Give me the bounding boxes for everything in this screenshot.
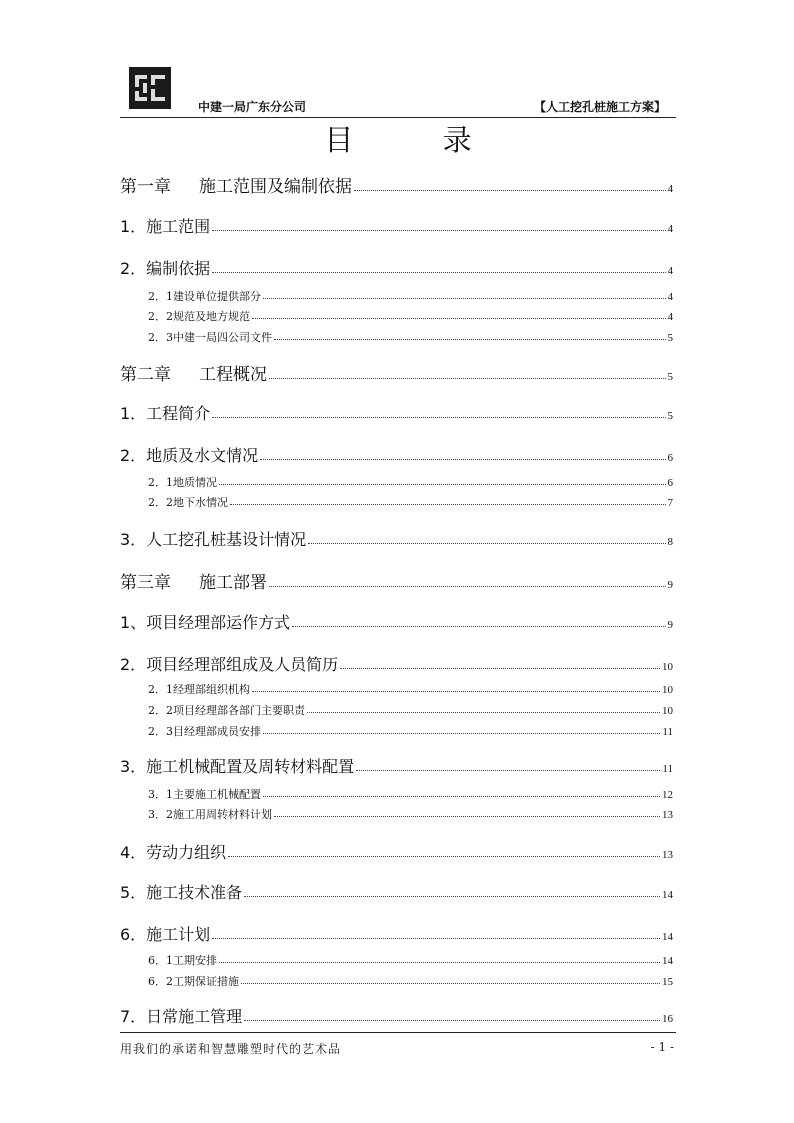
- toc-entry-label: [148, 474, 217, 490]
- toc-leader-dots: [308, 543, 665, 544]
- toc-leader-dots: [292, 626, 665, 627]
- toc-entry[interactable]: [120, 880, 673, 903]
- toc-page-number: 4: [667, 183, 673, 195]
- toc-chapter-number: 第二章: [120, 365, 171, 385]
- toc-entry[interactable]: [120, 214, 673, 237]
- toc-page-number: 14: [662, 931, 673, 943]
- toc-entry[interactable]: [120, 494, 673, 510]
- toc-entry-text: 2．3中建一局四公司文件: [148, 331, 272, 344]
- toc-page-number: 14: [662, 889, 673, 901]
- toc-entry[interactable]: [120, 806, 673, 822]
- toc-entry[interactable]: [120, 786, 673, 802]
- toc-page-number: 10: [662, 705, 673, 717]
- toc-entry[interactable]: [120, 474, 673, 490]
- toc-entry-text: 2．2规范及地方规范: [148, 310, 250, 323]
- toc-heading: 目 录: [324, 123, 512, 157]
- toc-entry-label: [120, 1004, 242, 1027]
- toc-page-number: 9: [667, 579, 673, 591]
- toc-leader-dots: [274, 816, 660, 817]
- toc-entry-label: [120, 568, 267, 593]
- toc-leader-dots: [230, 504, 666, 505]
- toc-page-number: 5: [667, 410, 673, 422]
- toc-leader-dots: [356, 770, 660, 771]
- toc-page-number: 10: [662, 661, 673, 673]
- toc-entry-text: 3．人工挖孔桩基设计情况: [120, 530, 307, 549]
- toc-entry-text: 7．日常施工管理: [120, 1007, 243, 1026]
- toc-page-number: 11: [662, 763, 673, 775]
- toc-page-number: 5: [667, 371, 673, 383]
- toc-page-number: 14: [662, 955, 673, 967]
- toc-leader-dots: [212, 230, 665, 231]
- toc-entry[interactable]: [120, 443, 673, 466]
- toc-entry-label: [148, 806, 272, 822]
- toc-page-number: 13: [662, 809, 673, 821]
- toc-entry-label: [120, 880, 242, 903]
- toc-entry-label: [148, 973, 239, 989]
- toc-leader-dots: [252, 318, 666, 319]
- toc-entry-text: 3．2施工用周转材料计划: [148, 808, 272, 821]
- toc-entry[interactable]: [120, 308, 673, 324]
- toc-entry-label: [120, 652, 338, 675]
- footer-divider: [120, 1032, 676, 1033]
- toc-leader-dots: [244, 1020, 660, 1021]
- toc-page-number: 10: [662, 684, 673, 696]
- toc-entry[interactable]: [120, 527, 673, 550]
- toc-entry-text: 5．施工技术准备: [120, 883, 243, 902]
- toc-entry-text: 2．1地质情况: [148, 476, 217, 489]
- toc-entry-label: [120, 172, 352, 197]
- toc-entry-label: [120, 214, 210, 237]
- toc-page-number: 6: [667, 477, 673, 489]
- toc-entry-label: [148, 288, 261, 304]
- toc-entry-label: [120, 256, 210, 279]
- toc-leader-dots: [263, 298, 666, 299]
- toc-leader-dots: [307, 712, 660, 713]
- toc-leader-dots: [212, 417, 665, 418]
- toc-page-number: 4: [667, 265, 673, 277]
- toc-page-number: 4: [667, 291, 673, 303]
- toc-leader-dots: [354, 190, 666, 191]
- toc-entry-text: 2．2地下水情况: [148, 496, 228, 509]
- toc-entry-label: [148, 786, 261, 802]
- toc-entry-text: 6．施工计划: [120, 925, 211, 944]
- toc-page-number: 9: [667, 619, 673, 631]
- toc-entry-label: [148, 494, 228, 510]
- toc-leader-dots: [260, 459, 665, 460]
- toc-entry[interactable]: [120, 652, 673, 675]
- toc-entry-label: [120, 527, 306, 550]
- toc-entry[interactable]: [120, 681, 673, 697]
- toc-entry-text: 2．3目经理部成员安排: [148, 725, 261, 738]
- toc-page-number: 4: [667, 223, 673, 235]
- toc-entry-text: 4．劳动力组织: [120, 843, 227, 862]
- toc-leader-dots: [241, 983, 660, 984]
- toc-entry-label: [148, 952, 217, 968]
- toc-entry-label: [120, 610, 290, 633]
- toc-entry-text: 1、项目经理部运作方式: [120, 613, 291, 632]
- toc-entry-label: [120, 360, 267, 385]
- toc-entry-label: [148, 308, 250, 324]
- toc-leader-dots: [269, 586, 666, 587]
- toc-leader-dots: [263, 796, 660, 797]
- toc-entry[interactable]: [120, 840, 673, 863]
- toc-leader-dots: [219, 962, 660, 963]
- toc-entry[interactable]: [120, 610, 673, 633]
- toc-entry-label: [120, 922, 210, 945]
- toc-entry-text: 2．编制依据: [120, 259, 211, 278]
- toc-entry-text: 2．地质及水文情况: [120, 446, 259, 465]
- toc-leader-dots: [219, 484, 666, 485]
- toc-entry-text: 1．施工范围: [120, 217, 211, 236]
- toc-leader-dots: [340, 668, 660, 669]
- toc-entry-text: 2．项目经理部组成及人员简历: [120, 655, 339, 674]
- toc-page-number: 6: [667, 452, 673, 464]
- toc-entry[interactable]: [120, 568, 673, 593]
- toc-leader-dots: [212, 272, 665, 273]
- toc-page-number: 5: [667, 332, 673, 344]
- toc-page-number: 4: [667, 311, 673, 323]
- toc-entry[interactable]: [120, 952, 673, 968]
- document-title: 【人工挖孔桩施工方案】: [533, 100, 666, 114]
- toc-entry-text: 2．2项目经理部各部门主要职责: [148, 704, 305, 717]
- table-of-contents: [120, 0, 673, 1123]
- toc-entry-label: [148, 702, 305, 718]
- toc-entry[interactable]: [120, 754, 673, 777]
- toc-leader-dots: [269, 378, 666, 379]
- toc-entry[interactable]: [120, 256, 673, 279]
- toc-page-number: 13: [662, 849, 673, 861]
- toc-chapter-number: 第三章: [120, 573, 171, 593]
- toc-entry[interactable]: [120, 1004, 673, 1027]
- toc-leader-dots: [212, 938, 660, 939]
- toc-leader-dots: [263, 733, 660, 734]
- toc-page-number: 15: [662, 976, 673, 988]
- toc-entry[interactable]: [120, 401, 673, 424]
- toc-entry[interactable]: [120, 288, 673, 304]
- toc-entry-text: 工程概况: [199, 365, 267, 385]
- toc-page-number: 7: [667, 497, 673, 509]
- toc-entry-label: [120, 401, 210, 424]
- toc-entry-text: 6．2工期保证措施: [148, 975, 239, 988]
- toc-entry-label: [148, 681, 250, 697]
- toc-entry-text: 3．1主要施工机械配置: [148, 788, 261, 801]
- toc-entry-text: 施工范围及编制依据: [199, 177, 352, 197]
- toc-leader-dots: [274, 339, 666, 340]
- toc-entry[interactable]: [120, 973, 673, 989]
- toc-entry[interactable]: [120, 702, 673, 718]
- toc-leader-dots: [252, 691, 660, 692]
- toc-page-number: 11: [662, 726, 673, 738]
- footer-slogan: 用我们的承诺和智慧雕塑时代的艺术品: [120, 1042, 342, 1056]
- toc-entry[interactable]: [120, 360, 673, 385]
- toc-entry-label: [148, 723, 261, 739]
- toc-entry-text: 3．施工机械配置及周转材料配置: [120, 757, 355, 776]
- toc-entry-label: [120, 840, 226, 863]
- toc-page-number: 12: [662, 789, 673, 801]
- toc-entry-label: [120, 754, 354, 777]
- toc-entry-text: 2．1经理部组织机构: [148, 683, 250, 696]
- company-name: 中建一局广东分公司: [198, 100, 307, 114]
- toc-entry-label: [148, 329, 272, 345]
- toc-entry[interactable]: [120, 172, 673, 197]
- toc-leader-dots: [228, 856, 660, 857]
- toc-entry[interactable]: [120, 723, 673, 739]
- toc-entry-text: 2．1建设单位提供部分: [148, 290, 261, 303]
- toc-entry-label: [120, 443, 258, 466]
- toc-chapter-number: 第一章: [120, 177, 171, 197]
- toc-page-number: 16: [662, 1013, 673, 1025]
- toc-entry[interactable]: [120, 922, 673, 945]
- toc-entry[interactable]: [120, 329, 673, 345]
- toc-entry-text: 1．工程简介: [120, 404, 211, 423]
- toc-leader-dots: [244, 896, 660, 897]
- page-number: - 1 -: [650, 1040, 674, 1054]
- toc-entry-text: 施工部署: [199, 573, 267, 593]
- toc-page-number: 8: [667, 536, 673, 548]
- toc-entry-text: 6．1工期安排: [148, 954, 217, 967]
